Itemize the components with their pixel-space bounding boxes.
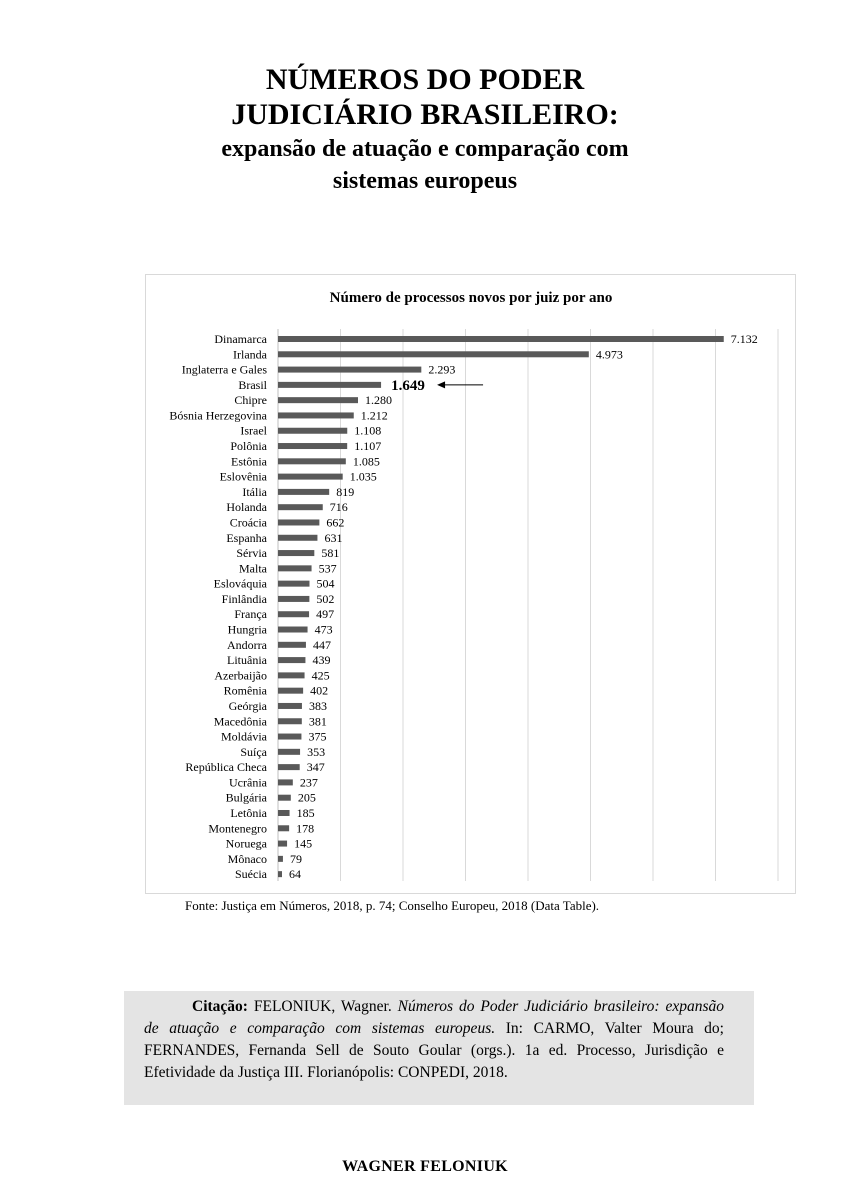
category-label: Macedônia: [213, 714, 267, 729]
bar: [278, 336, 724, 342]
bar: [278, 810, 290, 816]
value-label: 145: [294, 836, 313, 851]
category-label: Itália: [242, 484, 267, 499]
bar: [278, 596, 309, 602]
citation-label: Citação:: [192, 998, 248, 1015]
category-label: França: [234, 607, 267, 622]
bar: [278, 535, 317, 541]
category-label: Moldávia: [221, 729, 267, 744]
value-label: 205: [297, 790, 316, 805]
subtitle-line-2: sistemas europeus: [332, 168, 518, 194]
category-label: Noruega: [225, 836, 267, 851]
category-label: Inglaterra e Gales: [181, 362, 267, 377]
value-label: 79: [289, 851, 302, 866]
value-label: 1.108: [354, 423, 382, 438]
category-label: Suíça: [240, 744, 267, 759]
citation-rest: In: CARMO, Valter Moura do; FERNANDES, Fernanda Sell de Souto Goular (orgs.). 1a ed. Processo, Jurisdição e Efetividade da Justiça III. Florianópolis: CONPEDI, 2018.: [144, 1020, 724, 1081]
value-label: 64: [289, 867, 301, 882]
bar: [278, 382, 381, 388]
value-label: 375: [308, 729, 327, 744]
chart-gridlines: [278, 329, 778, 881]
citation-box: [124, 991, 754, 1105]
bar: [278, 565, 312, 571]
bar: [278, 428, 347, 434]
bar: [278, 397, 358, 403]
value-label: 447: [312, 637, 331, 652]
bar: [278, 412, 354, 418]
category-label: Malta: [239, 561, 267, 576]
value-label: 716: [329, 500, 348, 515]
bar: [278, 795, 291, 801]
value-label: 1.212: [360, 408, 388, 423]
category-label: Andorra: [227, 637, 267, 652]
category-label: Brasil: [238, 377, 267, 392]
category-label: Finlândia: [221, 591, 267, 606]
footer-author: WAGNER FELONIUK: [342, 1158, 508, 1175]
bar: [278, 764, 300, 770]
value-label: 347: [306, 760, 325, 775]
category-label: Mônaco: [227, 851, 267, 866]
bar: [278, 474, 343, 480]
value-label: 537: [318, 561, 337, 576]
category-label: Espanha: [226, 530, 267, 545]
category-label: Chipre: [234, 393, 267, 408]
bar-chart: [146, 275, 795, 893]
bar: [278, 749, 300, 755]
category-label: Azerbaijão: [214, 668, 267, 683]
value-label: 425: [311, 668, 330, 683]
value-label: 381: [308, 714, 327, 729]
value-label: 504: [316, 576, 335, 591]
category-label: Bulgária: [225, 790, 267, 805]
value-label: 1.280: [365, 393, 392, 408]
highlight-value-label: 1.649: [391, 377, 425, 394]
chart-bars: [169, 332, 757, 881]
value-label: 1.035: [349, 469, 377, 484]
category-label: Irlanda: [233, 347, 267, 362]
category-label: Montenegro: [208, 821, 267, 836]
bar: [278, 504, 323, 510]
value-label: 2.293: [428, 362, 456, 377]
bar: [278, 718, 302, 724]
bar: [278, 825, 289, 831]
value-label: 473: [314, 622, 333, 637]
category-label: Romênia: [223, 683, 267, 698]
citation-work-title: Números do Poder Judiciário brasileiro: expansão de atuação e comparação com sistemas europeus.: [144, 998, 725, 1037]
bar: [278, 443, 347, 449]
category-label: República Checa: [185, 760, 267, 775]
category-label: Croácia: [229, 515, 267, 530]
category-label: Geórgia: [228, 698, 267, 713]
bar-chart-frame: [145, 274, 796, 894]
bar: [278, 519, 319, 525]
value-label: 402: [310, 683, 329, 698]
bar: [278, 688, 303, 694]
bar: [278, 458, 346, 464]
bar: [278, 581, 310, 587]
category-label: Lituânia: [227, 653, 267, 668]
subtitle-line-1: expansão de atuação e comparação com: [221, 136, 629, 162]
figure-source: Fonte: Justiça em Números, 2018, p. 74; Conselho Europeu, 2018 (Data Table).: [185, 898, 600, 913]
category-label: Hungria: [227, 622, 267, 637]
value-label: 1.085: [352, 454, 380, 469]
bar: [278, 611, 309, 617]
bar: [278, 672, 305, 678]
bar: [278, 703, 302, 709]
bar: [278, 642, 306, 648]
value-label: 631: [324, 530, 343, 545]
value-label: 353: [307, 744, 326, 759]
value-label: 439: [312, 653, 331, 668]
citation-author: FELONIUK, Wagner.: [253, 998, 392, 1015]
bar: [278, 841, 287, 847]
bar: [278, 856, 283, 862]
bar: [278, 489, 329, 495]
category-label: Sérvia: [236, 546, 267, 561]
category-label: Bósnia Herzegovina: [169, 408, 267, 423]
bar: [278, 627, 308, 633]
document-header: [0, 62, 850, 196]
category-label: Letônia: [230, 805, 267, 820]
category-label: Polônia: [230, 439, 267, 454]
category-label: Ucrânia: [229, 775, 267, 790]
value-label: 497: [316, 607, 335, 622]
value-label: 502: [316, 591, 335, 606]
value-label: 178: [296, 821, 315, 836]
category-label: Estônia: [231, 454, 267, 469]
title-line-1: NÚMEROS DO PODER: [265, 63, 585, 96]
bar: [278, 871, 282, 877]
value-label: 7.132: [730, 332, 758, 346]
value-label: 662: [326, 515, 345, 530]
category-label: Israel: [240, 423, 267, 438]
category-label: Eslovênia: [219, 469, 267, 484]
bar: [278, 734, 301, 740]
category-label: Eslováquia: [213, 576, 267, 591]
bar: [278, 550, 314, 556]
value-label: 819: [336, 484, 355, 499]
value-label: 1.107: [354, 439, 382, 454]
category-label: Suécia: [235, 867, 267, 882]
value-label: 383: [308, 698, 327, 713]
bar: [278, 351, 589, 357]
bar: [278, 367, 421, 373]
chart-title: Número de processos novos por juiz por ano: [329, 290, 613, 306]
value-label: 4.973: [595, 347, 623, 362]
value-label: 185: [296, 805, 315, 820]
highlight-arrow-head: [437, 381, 445, 388]
bar: [278, 657, 305, 663]
bar: [278, 779, 293, 785]
title-line-2: JUDICIÁRIO BRASILEIRO:: [231, 98, 619, 131]
value-label: 237: [299, 775, 318, 790]
value-label: 581: [321, 546, 340, 561]
category-label: Dinamarca: [214, 332, 267, 346]
category-label: Holanda: [226, 500, 267, 515]
